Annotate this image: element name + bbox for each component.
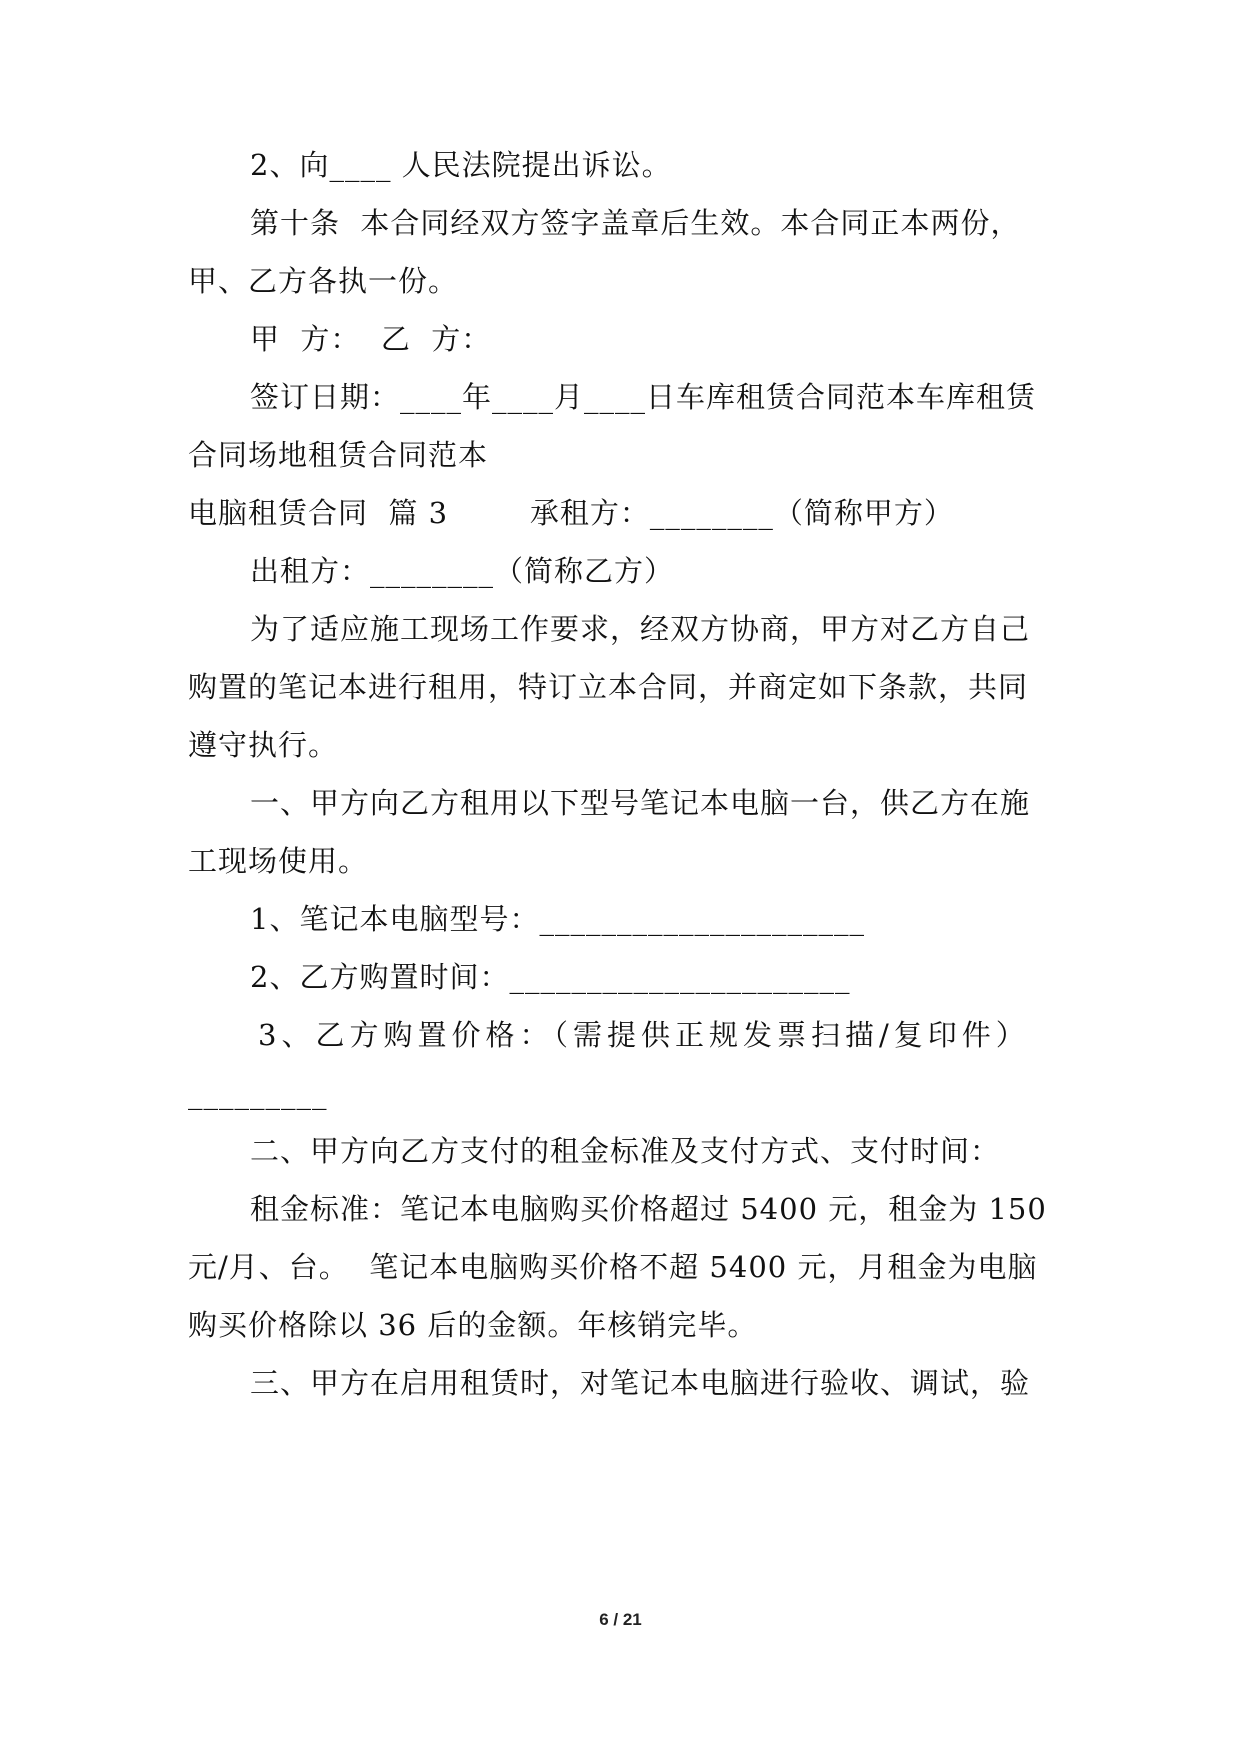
line-litigation: 2、向____ 人民法院提出诉讼。 bbox=[250, 148, 672, 182]
line-rent-standard-cont-1: 元/月、台。 笔记本电脑购买价格不超 5400 元，月租金为电脑 bbox=[188, 1250, 1038, 1284]
line-rent-standard-cont-2: 购买价格除以 36 后的金额。年核销完毕。 bbox=[188, 1308, 758, 1342]
line-purpose-cont-1: 购置的笔记本进行租用，特订立本合同，并商定如下条款，共同 bbox=[188, 670, 1029, 704]
line-signing-date-cont: 合同场地租赁合同范本 bbox=[188, 438, 489, 472]
line-purchase-price: 3、乙方购置价格：（需提供正规发票扫描/复印件） bbox=[258, 1018, 1030, 1052]
line-lessor: 出租方：________（简称乙方） bbox=[250, 554, 675, 588]
line-clause-two: 二、甲方向乙方支付的租金标准及支付方式、支付时间： bbox=[250, 1134, 1001, 1168]
line-clause-one-cont: 工现场使用。 bbox=[188, 844, 369, 878]
line-contract-heading: 电脑租赁合同 篇 3 承租方：________（简称甲方） bbox=[188, 496, 954, 530]
line-parties: 甲 方： 乙 方： bbox=[250, 322, 492, 356]
line-purchase-time: 2、乙方购置时间：______________________ bbox=[250, 960, 851, 994]
line-model: 1、笔记本电脑型号：_____________________ bbox=[250, 902, 865, 936]
line-clause-three: 三、甲方在启用租赁时，对笔记本电脑进行验收、调试，验 bbox=[250, 1366, 1031, 1400]
line-purpose: 为了适应施工现场工作要求，经双方协商，甲方对乙方自己 bbox=[250, 612, 1031, 646]
line-price-blank: _________ bbox=[188, 1076, 328, 1110]
page-number: 6 / 21 bbox=[599, 1610, 642, 1629]
line-purpose-cont-2: 遵守执行。 bbox=[188, 728, 339, 762]
line-clause-one: 一、甲方向乙方租用以下型号笔记本电脑一台，供乙方在施 bbox=[250, 786, 1031, 820]
line-signing-date: 签订日期：____年____月____日车库租赁合同范本车库租赁 bbox=[250, 380, 1037, 414]
line-article-ten-cont: 甲、乙方各执一份。 bbox=[188, 264, 459, 298]
line-rent-standard: 租金标准：笔记本电脑购买价格超过 5400 元，租金为 150 bbox=[250, 1192, 1047, 1226]
line-article-ten: 第十条 本合同经双方签字盖章后生效。本合同正本两份， bbox=[250, 206, 1021, 240]
